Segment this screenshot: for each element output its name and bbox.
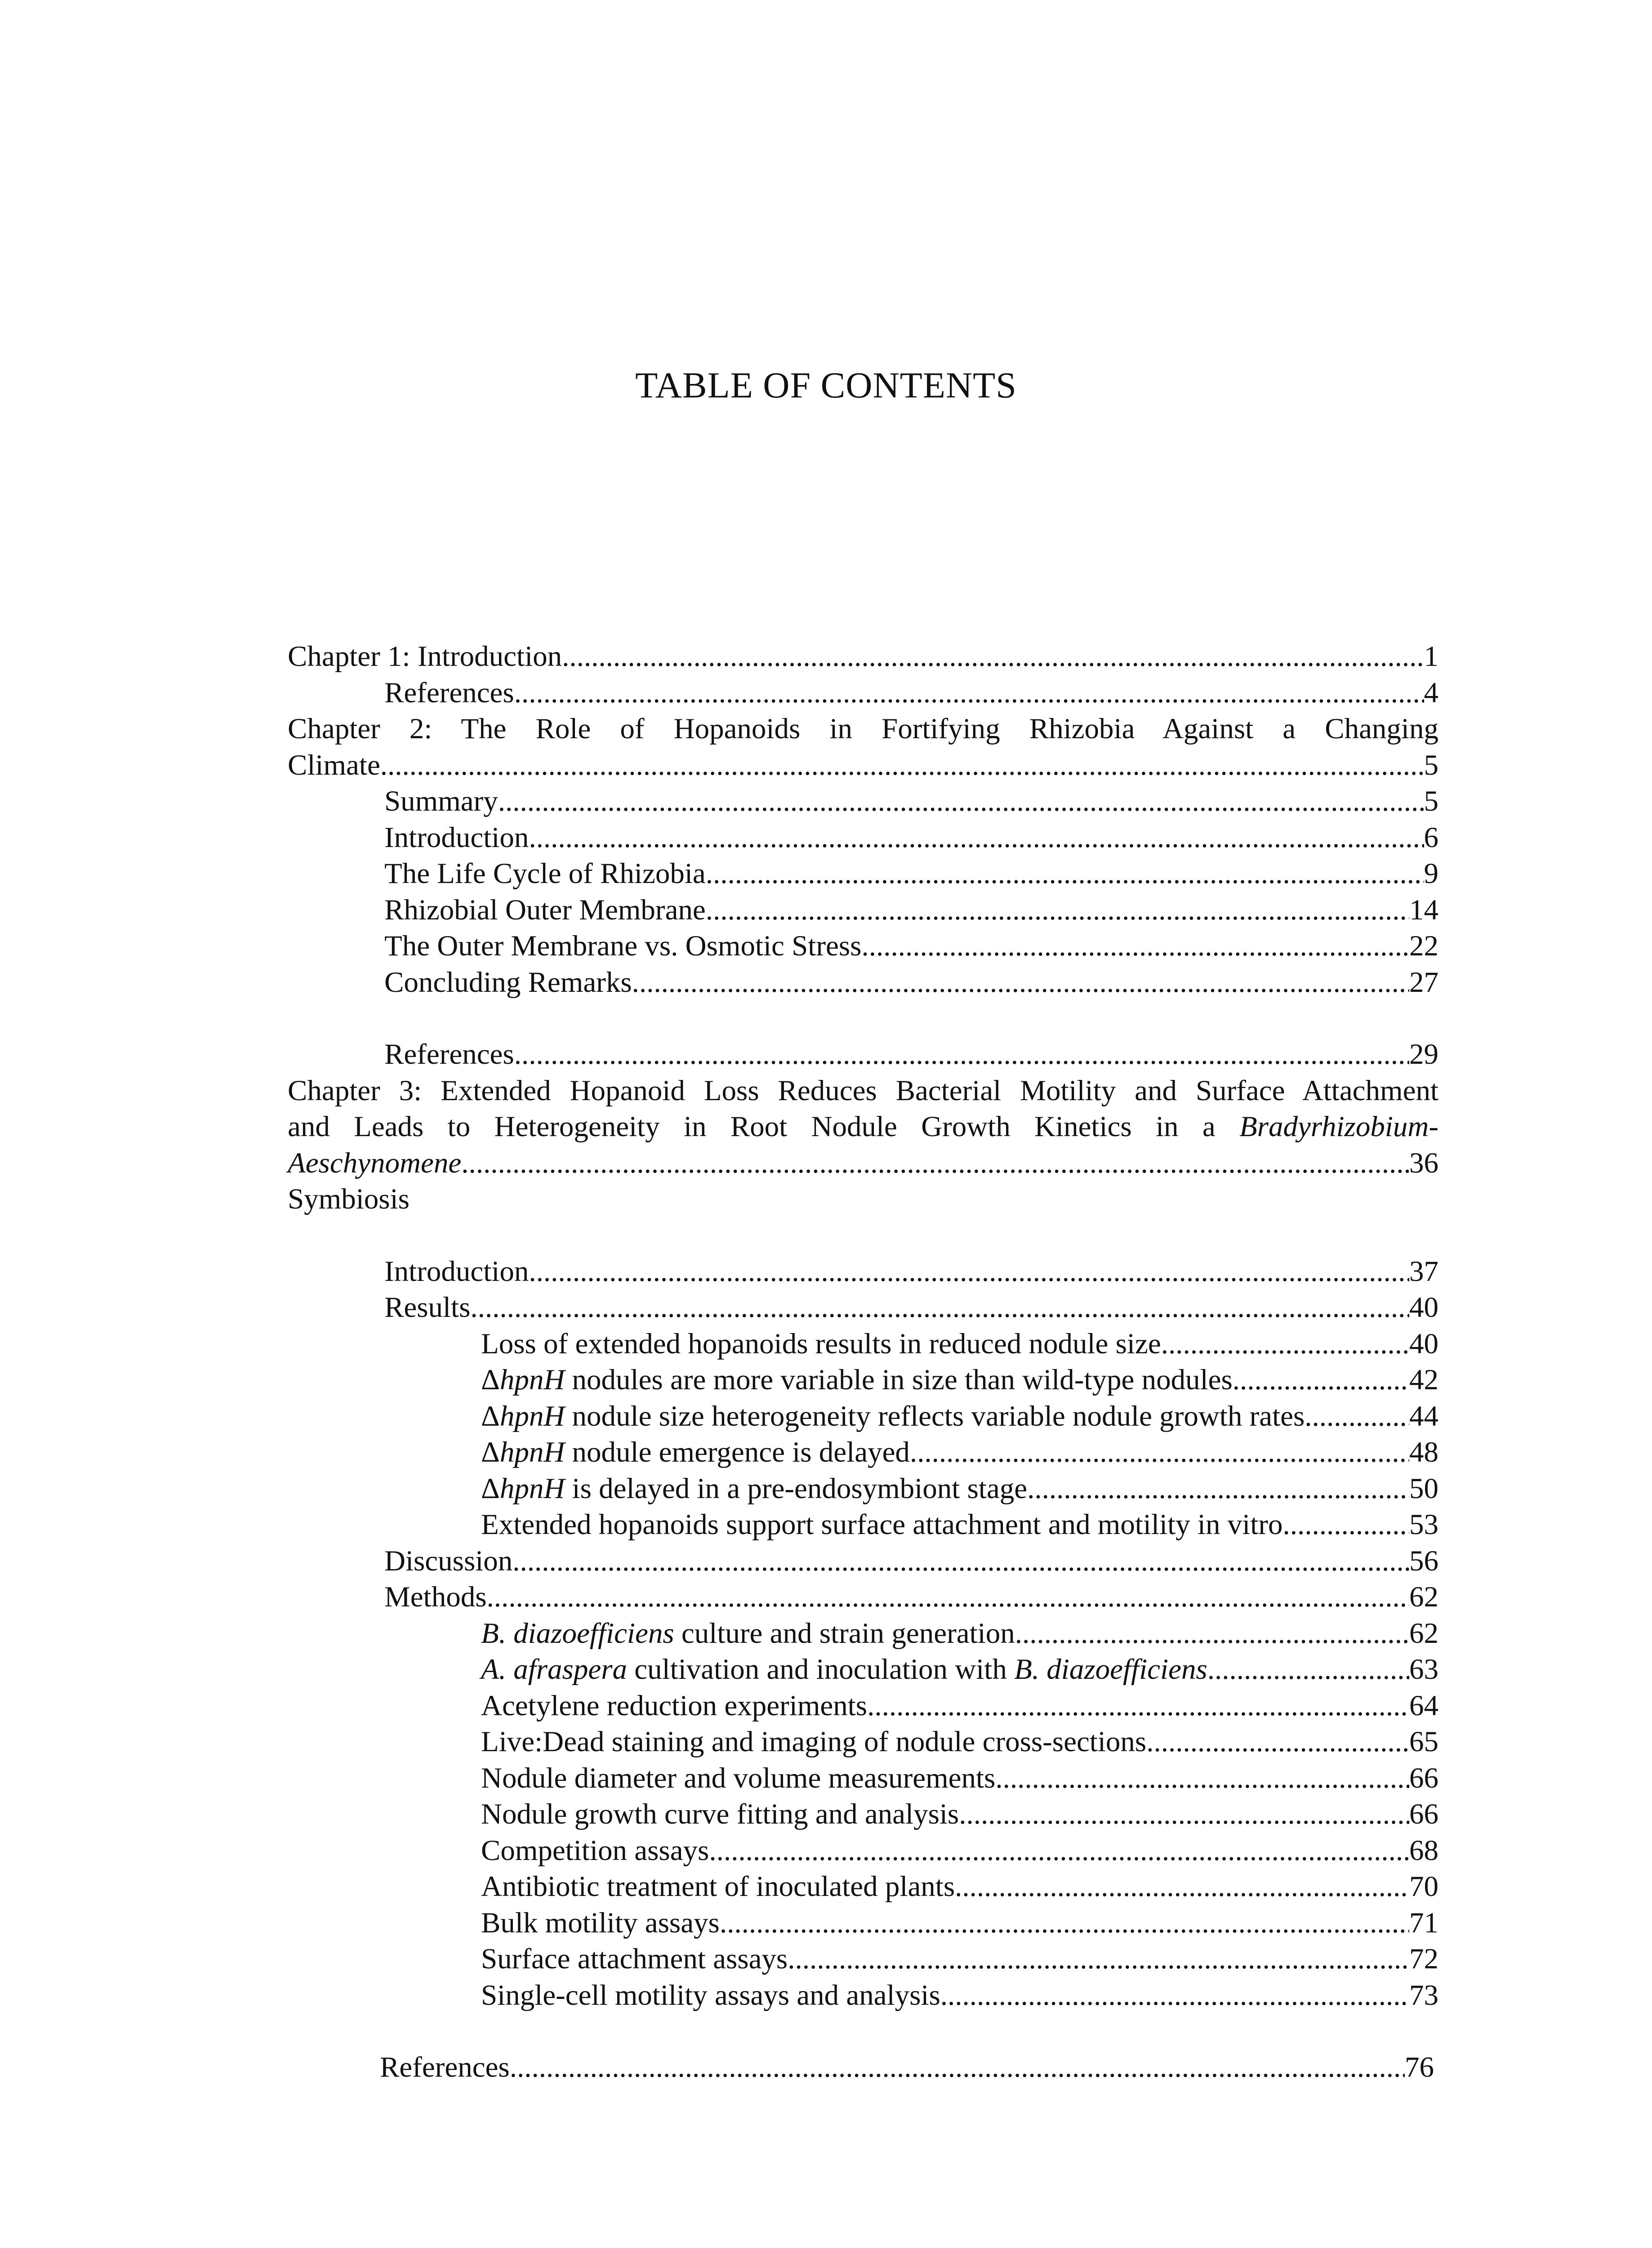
toc-entry-methods-7[interactable] xyxy=(288,1833,1438,1869)
toc-entry-ch3-results[interactable] xyxy=(288,1289,1438,1326)
toc-entry-results-6[interactable] xyxy=(288,1507,1438,1543)
leader-dots xyxy=(788,1941,1409,1977)
label-text: nodule emergence is delayed xyxy=(565,1436,910,1468)
leader-dots xyxy=(510,2049,1405,2086)
label-text: nodule size heterogeneity reflects variable nodule growth rates xyxy=(565,1400,1305,1432)
label-text: cultivation and inoculation with xyxy=(627,1653,1015,1686)
label-text: is delayed in a pre-endosymbiont stage xyxy=(565,1472,1028,1505)
table-of-contents xyxy=(288,638,1438,2086)
leader-dots xyxy=(910,1434,1409,1471)
toc-entry-chapter-3[interactable] xyxy=(288,1073,1438,1218)
toc-entry-results-1[interactable] xyxy=(288,1326,1438,1362)
entry-label: Bulk motility assays xyxy=(481,1906,720,1939)
toc-entry-methods-11[interactable] xyxy=(288,1977,1438,2014)
page-number: 72 xyxy=(1409,1943,1438,1975)
entry-label: Competition assays xyxy=(481,1834,709,1867)
page-number: 44 xyxy=(1409,1400,1438,1432)
page-number: 48 xyxy=(1409,1436,1438,1468)
leader-dots xyxy=(1305,1398,1409,1435)
leader-dots xyxy=(955,1869,1409,1905)
page-number: 71 xyxy=(1409,1906,1438,1939)
page-number: 64 xyxy=(1409,1689,1438,1722)
species-name-2: B. diazoefficiens xyxy=(1014,1653,1207,1686)
page-number: 5 xyxy=(1424,749,1438,781)
entry-label-genus: Bradyrhizobium- xyxy=(1239,1111,1438,1143)
toc-entry-methods-4[interactable] xyxy=(288,1724,1438,1760)
page-number: 36 xyxy=(1409,1146,1438,1179)
leader-dots xyxy=(720,1905,1409,1941)
toc-entry-chapter-1[interactable] xyxy=(288,638,1438,675)
leader-dots xyxy=(498,783,1424,820)
toc-entry-methods-9[interactable] xyxy=(288,1905,1438,1941)
leader-dots xyxy=(867,1688,1409,1724)
toc-entry-methods-5[interactable] xyxy=(288,1760,1438,1797)
page-number: 14 xyxy=(1409,893,1438,926)
entry-label: References xyxy=(380,2051,510,2083)
page-number: 73 xyxy=(1409,1979,1438,2012)
entry-label: Single-cell motility assays and analysis xyxy=(481,1979,940,2012)
gene-name: hpnH xyxy=(499,1364,565,1396)
toc-entry-methods-10[interactable] xyxy=(288,1941,1438,1977)
species-name: A. afraspera xyxy=(481,1653,627,1686)
page-number: 65 xyxy=(1409,1726,1438,1758)
leader-dots xyxy=(706,856,1424,892)
entry-label-genus-2: Aeschynomene xyxy=(288,1146,462,1179)
page-number: 62 xyxy=(1409,1617,1438,1650)
entry-label: The Outer Membrane vs. Osmotic Stress xyxy=(384,930,862,962)
species-name: B. diazoefficiens xyxy=(481,1617,674,1650)
label-text: nodules are more variable in size than wild-type nodules xyxy=(565,1364,1233,1396)
toc-entry-methods-2[interactable] xyxy=(288,1651,1438,1688)
entry-label: Concluding Remarks xyxy=(384,966,632,999)
toc-entry-methods-1[interactable] xyxy=(288,1615,1438,1652)
toc-entry-methods-6[interactable] xyxy=(288,1796,1438,1833)
toc-entry-chapter-2[interactable] xyxy=(288,711,1438,783)
page-number: 37 xyxy=(1409,1255,1438,1288)
entry-label: Summary xyxy=(384,785,498,817)
leader-dots xyxy=(529,820,1424,856)
entry-label: References xyxy=(384,676,514,709)
entry-label: Acetylene reduction experiments xyxy=(481,1689,868,1722)
entry-label-line-1: Chapter 2: The Role of Hopanoids in Fortifying Rhizobia Against a Changing xyxy=(288,713,1438,745)
toc-entry-ch3-references[interactable] xyxy=(288,2049,1434,2086)
page-number: 1 xyxy=(1424,640,1438,673)
entry-label xyxy=(481,1434,910,1471)
gene-name: hpnH xyxy=(499,1400,565,1432)
entry-label xyxy=(481,1615,1015,1652)
leader-dots xyxy=(461,1145,1409,1182)
page-number: 27 xyxy=(1409,966,1438,999)
entry-label: Surface attachment assays xyxy=(481,1943,788,1975)
page-number: 40 xyxy=(1409,1291,1438,1324)
spacer xyxy=(288,1000,1438,1036)
entry-label: Extended hopanoids support surface attachment and motility in vitro xyxy=(481,1508,1283,1541)
toc-entry-ch2-references[interactable] xyxy=(288,1036,1438,1073)
leader-dots xyxy=(1027,1471,1409,1507)
leader-dots xyxy=(706,892,1409,928)
toc-entry-results-3[interactable] xyxy=(288,1398,1438,1435)
entry-label-line-1: Chapter 3: Extended Hopanoid Loss Reduces Bacterial Motility and Surface Attachment xyxy=(288,1074,1438,1107)
gene-name: hpnH xyxy=(499,1436,565,1468)
spacer xyxy=(288,2013,1438,2049)
toc-entry-ch2-outer-membrane[interactable] xyxy=(288,892,1438,928)
toc-entry-ch2-concluding-remarks[interactable] xyxy=(288,964,1438,1001)
page-number: 6 xyxy=(1424,821,1438,854)
leader-dots xyxy=(709,1833,1409,1869)
entry-label: Nodule growth curve fitting and analysis xyxy=(481,1798,959,1830)
entry-label-line-2: and Leads to Heterogeneity in Root Nodule Growth Kinetics in a xyxy=(288,1111,1216,1143)
entry-label: Live:Dead staining and imaging of nodule cross-sections xyxy=(481,1726,1147,1758)
toc-entry-ch2-introduction[interactable] xyxy=(288,820,1438,856)
leader-dots xyxy=(487,1579,1410,1615)
entry-label: Introduction xyxy=(384,1255,529,1288)
page-number: 76 xyxy=(1405,2051,1434,2083)
leader-dots xyxy=(529,1253,1409,1290)
delta-symbol: Δ xyxy=(481,1364,500,1396)
toc-entry-ch2-summary[interactable] xyxy=(288,783,1438,820)
leader-dots xyxy=(1233,1362,1409,1398)
page-number: 70 xyxy=(1409,1870,1438,1903)
entry-label: Antibiotic treatment of inoculated plants xyxy=(481,1870,955,1903)
leader-dots xyxy=(512,1543,1409,1579)
leader-dots xyxy=(959,1796,1409,1833)
page-number: 22 xyxy=(1409,930,1438,962)
delta-symbol: Δ xyxy=(481,1400,500,1432)
entry-label: Nodule diameter and volume measurements xyxy=(481,1762,996,1794)
entry-label: Rhizobial Outer Membrane xyxy=(384,893,706,926)
leader-dots xyxy=(940,1977,1409,2014)
toc-entry-results-4[interactable] xyxy=(288,1434,1438,1471)
page-number: 56 xyxy=(1409,1544,1438,1577)
entry-label: Chapter 1: Introduction xyxy=(288,640,562,673)
toc-entry-ch2-life-cycle[interactable] xyxy=(288,856,1438,892)
page-number: 4 xyxy=(1424,676,1438,709)
entry-label xyxy=(481,1651,1207,1688)
page-number: 66 xyxy=(1409,1798,1438,1830)
leader-dots xyxy=(1207,1651,1409,1688)
leader-dots xyxy=(632,964,1409,1001)
spacer xyxy=(288,1218,1438,1253)
label-text: culture and strain generation xyxy=(674,1617,1015,1650)
entry-label-line-2: Climate xyxy=(288,749,380,781)
entry-label: Loss of extended hopanoids results in reduced nodule size xyxy=(481,1327,1161,1360)
leader-dots xyxy=(514,1036,1409,1073)
toc-entry-ch2-osmotic-stress[interactable] xyxy=(288,928,1438,964)
entry-label: Introduction xyxy=(384,821,529,854)
entry-label: References xyxy=(384,1038,514,1070)
entry-label: Discussion xyxy=(384,1544,513,1577)
leader-dots xyxy=(514,675,1424,711)
entry-label xyxy=(481,1471,1027,1507)
page-number: 50 xyxy=(1409,1472,1438,1505)
leader-dots xyxy=(380,747,1424,784)
delta-symbol: Δ xyxy=(481,1436,500,1468)
entry-label xyxy=(481,1362,1233,1398)
entry-label-line-3 xyxy=(288,1145,461,1218)
toc-entry-methods-3[interactable] xyxy=(288,1688,1438,1724)
leader-dots xyxy=(470,1289,1409,1326)
toc-entry-ch1-references[interactable] xyxy=(288,675,1438,711)
entry-label: Methods xyxy=(384,1581,487,1613)
page-title: TABLE OF CONTENTS xyxy=(635,365,1017,406)
toc-entry-ch3-discussion[interactable] xyxy=(288,1543,1438,1579)
leader-dots xyxy=(861,928,1409,964)
entry-label: Results xyxy=(384,1291,471,1324)
page-number: 66 xyxy=(1409,1762,1438,1794)
page-number: 40 xyxy=(1409,1327,1438,1360)
leader-dots xyxy=(1282,1507,1409,1543)
toc-entry-results-5[interactable] xyxy=(288,1471,1438,1507)
entry-label: The Life Cycle of Rhizobia xyxy=(384,857,706,890)
page-number: 68 xyxy=(1409,1834,1438,1867)
toc-entry-results-2[interactable] xyxy=(288,1362,1438,1398)
leader-dots xyxy=(1015,1615,1409,1652)
entry-label-suffix: Symbiosis xyxy=(288,1183,410,1215)
page-number: 29 xyxy=(1409,1038,1438,1070)
toc-entry-ch3-methods[interactable] xyxy=(288,1579,1438,1615)
leader-dots xyxy=(1146,1724,1409,1760)
gene-name: hpnH xyxy=(499,1472,565,1505)
page-number: 63 xyxy=(1409,1653,1438,1686)
page-number: 5 xyxy=(1424,785,1438,817)
page-number: 53 xyxy=(1409,1508,1438,1541)
page-number: 42 xyxy=(1409,1364,1438,1396)
entry-label xyxy=(481,1398,1305,1435)
leader-dots xyxy=(995,1760,1409,1797)
toc-entry-methods-8[interactable] xyxy=(288,1869,1438,1905)
page-number: 9 xyxy=(1424,857,1438,890)
leader-dots xyxy=(1161,1326,1409,1362)
page-number: 62 xyxy=(1409,1581,1438,1613)
leader-dots xyxy=(562,638,1424,675)
delta-symbol: Δ xyxy=(481,1472,500,1505)
toc-entry-ch3-introduction[interactable] xyxy=(288,1253,1438,1290)
